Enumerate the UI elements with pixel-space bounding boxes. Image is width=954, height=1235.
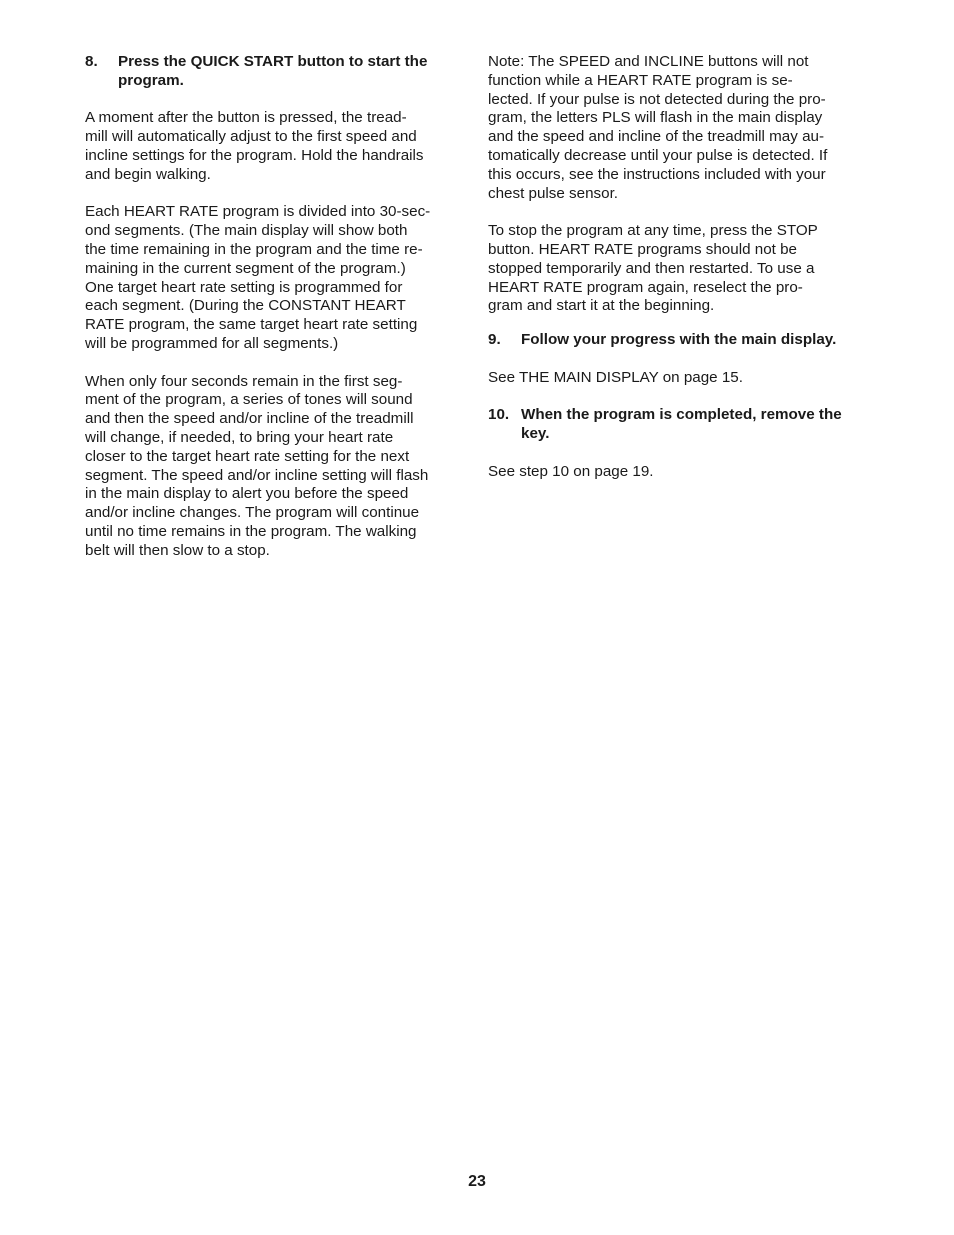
step-9-title: Follow your progress with the main display.	[521, 331, 837, 349]
paragraph-line: will change, if needed, to bring your heart rate	[85, 428, 394, 446]
page-number: 23	[468, 1173, 486, 1190]
paragraph-line: and/or incline changes. The program will continue	[85, 504, 420, 522]
paragraph-line: See step 10 on page 19.	[488, 462, 654, 480]
paragraph-line: will be programmed for all segments.)	[85, 334, 339, 352]
paragraph-line: and the speed and incline of the treadmill may au-	[488, 128, 825, 146]
paragraph-line: maining in the current segment of the program.)	[85, 259, 406, 277]
paragraph-line: function while a HEART RATE program is se-	[488, 71, 793, 89]
paragraph-line: Each HEART RATE program is divided into 30-sec-	[85, 203, 431, 221]
paragraph-line: in the main display to alert you before the speed	[85, 485, 409, 503]
paragraph-line: HEART RATE program again, reselect the pro-	[488, 278, 803, 296]
paragraph-line: incline settings for the program. Hold the handrails	[85, 146, 424, 164]
step-8-number: 8.	[85, 53, 98, 70]
paragraph-line: A moment after the button is pressed, the tread-	[85, 109, 407, 127]
paragraph-line: segment. The speed and/or incline setting will flash	[85, 466, 429, 484]
paragraph-line: To stop the program at any time, press the STOP	[488, 222, 818, 240]
step-10-body	[488, 463, 878, 482]
step-8-title-line: program.	[118, 71, 184, 89]
step-9-body	[488, 369, 878, 388]
paragraph-line: and then the speed and/or incline of the treadmill	[85, 410, 414, 428]
paragraph-line: ond segments. (The main display will show both	[85, 222, 408, 240]
step-8-title-line: Press the QUICK START button to start the	[118, 53, 428, 70]
paragraph-line: this occurs, see the instructions included with your	[488, 165, 826, 183]
step-10-title-line: When the program is completed, remove the	[521, 406, 842, 424]
paragraph-line: until no time remains in the program. The walking	[85, 522, 417, 540]
step-10-heading	[488, 406, 878, 444]
paragraph-line: the time remaining in the program and the time re-	[85, 240, 423, 258]
step-10-title-line: key.	[521, 425, 550, 443]
right-column	[488, 53, 878, 482]
paragraph-line: One target heart rate setting is programmed for	[85, 278, 403, 296]
paragraph-line: gram, the letters PLS will flash in the main display	[488, 109, 823, 127]
paragraph-line: ment of the program, a series of tones will sound	[85, 391, 413, 409]
paragraph-line: mill will automatically adjust to the first speed and	[85, 128, 417, 146]
paragraph-line: closer to the target heart rate setting for the next	[85, 447, 410, 465]
step-9-number: 9.	[488, 331, 501, 349]
paragraph-line: button. HEART RATE programs should not be	[488, 240, 797, 258]
paragraph-line: stopped temporarily and then restarted. To use a	[488, 259, 815, 277]
paragraph-line: gram and start it at the beginning.	[488, 297, 715, 315]
paragraph-line: each segment. (During the CONSTANT HEART	[85, 297, 406, 315]
step-8-paragraph-1	[85, 109, 475, 184]
step-8-paragraph-3	[85, 373, 475, 561]
paragraph-line: Note: The SPEED and INCLINE buttons will not	[488, 53, 809, 70]
paragraph-line: belt will then slow to a stop.	[85, 541, 270, 559]
stop-paragraph	[488, 222, 878, 316]
step-8-title	[118, 53, 475, 91]
paragraph-line: chest pulse sensor.	[488, 184, 619, 202]
paragraph-line: RATE program, the same target heart rate setting	[85, 316, 418, 334]
note-paragraph	[488, 53, 878, 203]
paragraph-line: and begin walking.	[85, 165, 211, 183]
step-10-title	[521, 406, 878, 444]
paragraph-line: lected. If your pulse is not detected during the pro-	[488, 90, 826, 108]
step-10-number: 10.	[488, 406, 510, 424]
step-9-heading	[488, 331, 878, 350]
paragraph-line: See THE MAIN DISPLAY on page 15.	[488, 368, 743, 386]
paragraph-line: tomatically decrease until your pulse is detected. If	[488, 146, 828, 164]
paragraph-line: When only four seconds remain in the first seg-	[85, 372, 403, 390]
step-8-heading	[85, 53, 475, 91]
step-8-paragraph-2	[85, 203, 475, 353]
left-column	[85, 53, 475, 561]
